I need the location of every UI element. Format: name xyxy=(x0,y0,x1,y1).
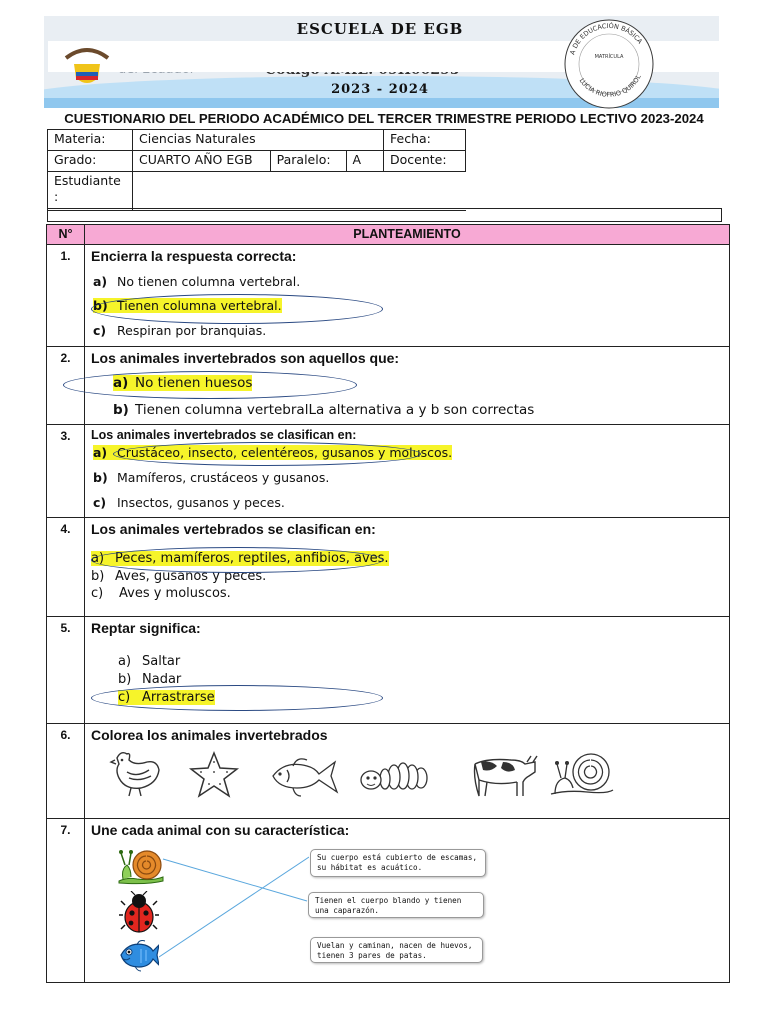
question-row-3 xyxy=(46,424,730,518)
snail-icon[interactable] xyxy=(117,847,165,885)
banner-year: 2023 - 2024 xyxy=(331,82,429,97)
cow-icon[interactable] xyxy=(467,750,539,800)
ecuador-shield-icon xyxy=(62,44,112,88)
answer-circle xyxy=(113,442,421,466)
description-box-2[interactable]: Tienen el cuerpo blando y tienen una caparazón. xyxy=(308,892,484,918)
page-title: CUESTIONARIO DEL PERIODO ACADÉMICO DEL TERCER TRIMESTRE PERIODO LECTIVO 2023-2024 xyxy=(64,111,704,126)
question-text: Colorea los animales invertebrados xyxy=(91,727,328,743)
fish-icon[interactable] xyxy=(267,752,339,798)
question-number: 3. xyxy=(47,425,85,517)
header-title: PLANTEAMIENTO xyxy=(353,227,461,241)
caterpillar-icon[interactable] xyxy=(357,756,429,796)
question-row-5 xyxy=(46,616,730,724)
option-b[interactable]: b) Aves, gusanos y peces. xyxy=(91,569,267,584)
option-c[interactable]: c) Arrastrarse xyxy=(118,690,215,705)
question-text: Encierra la respuesta correcta: xyxy=(91,248,297,264)
fish-icon[interactable] xyxy=(119,937,159,973)
materia-value: Ciencias Naturales xyxy=(133,130,384,151)
seal-bottom-text: LUCIA RIOFRIO QUIROL xyxy=(577,73,643,99)
estudiante-value[interactable] xyxy=(133,172,466,211)
question-text: Los animales invertebrados se clasifican en: xyxy=(91,428,357,442)
school-seal-icon xyxy=(563,18,655,110)
fecha-label: Fecha: xyxy=(384,130,466,151)
question-number: 5. xyxy=(47,617,85,723)
question-number: 2. xyxy=(47,347,85,424)
docente-label: Docente: xyxy=(384,151,466,172)
question-text: Los animales vertebrados se clasifican en: xyxy=(91,521,376,537)
question-number: 1. xyxy=(47,245,85,346)
option-b[interactable]: b) Tienen columna vertebral. xyxy=(93,298,282,313)
materia-label: Materia: xyxy=(48,130,133,151)
question-row-4 xyxy=(46,517,730,617)
grado-label: Grado: xyxy=(48,151,133,172)
answer-circle xyxy=(91,685,383,711)
question-number: 6. xyxy=(47,724,85,818)
header-num: N° xyxy=(47,225,85,244)
option-a[interactable]: a) Saltar xyxy=(118,654,181,669)
table-header xyxy=(46,224,730,245)
option-a[interactable]: a) Peces, mamíferos, reptiles, anfibios, aves. xyxy=(91,551,389,566)
question-text: Reptar significa: xyxy=(91,620,201,636)
school-name: ESCUELA DE EGB xyxy=(296,20,464,38)
answer-circle xyxy=(63,371,357,399)
paralelo-value: A xyxy=(346,151,383,172)
question-row-6 xyxy=(46,723,730,819)
option-c[interactable]: c) Aves y moluscos. xyxy=(91,586,231,601)
starfish-icon[interactable] xyxy=(187,750,241,800)
description-box-1[interactable]: Su cuerpo está cubierto de escamas, su hábitat es acuático. xyxy=(310,849,486,877)
question-number: 7. xyxy=(47,819,85,982)
option-c[interactable]: c) Insectos, gusanos y peces. xyxy=(93,495,285,510)
question-row-7 xyxy=(46,818,730,983)
option-b[interactable]: b) Nadar xyxy=(118,672,182,687)
match-lines xyxy=(159,849,309,974)
option-b[interactable]: b) Mamíferos, crustáceos y gusanos. xyxy=(93,470,330,485)
question-row-2 xyxy=(46,346,730,425)
question-text: Une cada animal con su característica: xyxy=(91,822,350,838)
grado-value: CUARTO AÑO EGB xyxy=(133,151,271,172)
question-number: 4. xyxy=(47,518,85,616)
option-a[interactable]: a) No tienen huesos xyxy=(113,375,253,391)
hen-icon[interactable] xyxy=(107,748,163,798)
answer-circle xyxy=(91,547,383,573)
questions-table xyxy=(46,224,730,983)
blank-row xyxy=(47,208,722,222)
description-box-3[interactable]: Vuelan y caminan, nacen de huevos, tienen 3 pares de patas. xyxy=(310,937,483,963)
option-b[interactable]: b) Tienen columna vertebralLa alternativa a y b son correctas xyxy=(113,402,535,418)
option-c[interactable]: c) Respiran por branquias. xyxy=(93,323,267,338)
option-a[interactable]: a) Crustáceo, insecto, celentéreos, gusanos y moluscos. xyxy=(93,445,453,460)
paralelo-label: Paralelo: xyxy=(270,151,346,172)
option-a[interactable]: a) No tienen columna vertebral. xyxy=(93,274,301,289)
answer-circle xyxy=(91,294,383,324)
question-text: Los animales invertebrados son aquellos que: xyxy=(91,350,400,366)
ladybug-icon[interactable] xyxy=(119,891,159,933)
seal-mid-text: MATRÍCULA xyxy=(594,54,624,60)
seal-top-text: A DE EDUCACIÓN BÁSICA xyxy=(568,21,644,56)
student-info-table xyxy=(47,129,466,211)
question-row-1 xyxy=(46,244,730,347)
snail-icon[interactable] xyxy=(547,750,619,800)
estudiante-label: Estudiante : xyxy=(48,172,133,211)
